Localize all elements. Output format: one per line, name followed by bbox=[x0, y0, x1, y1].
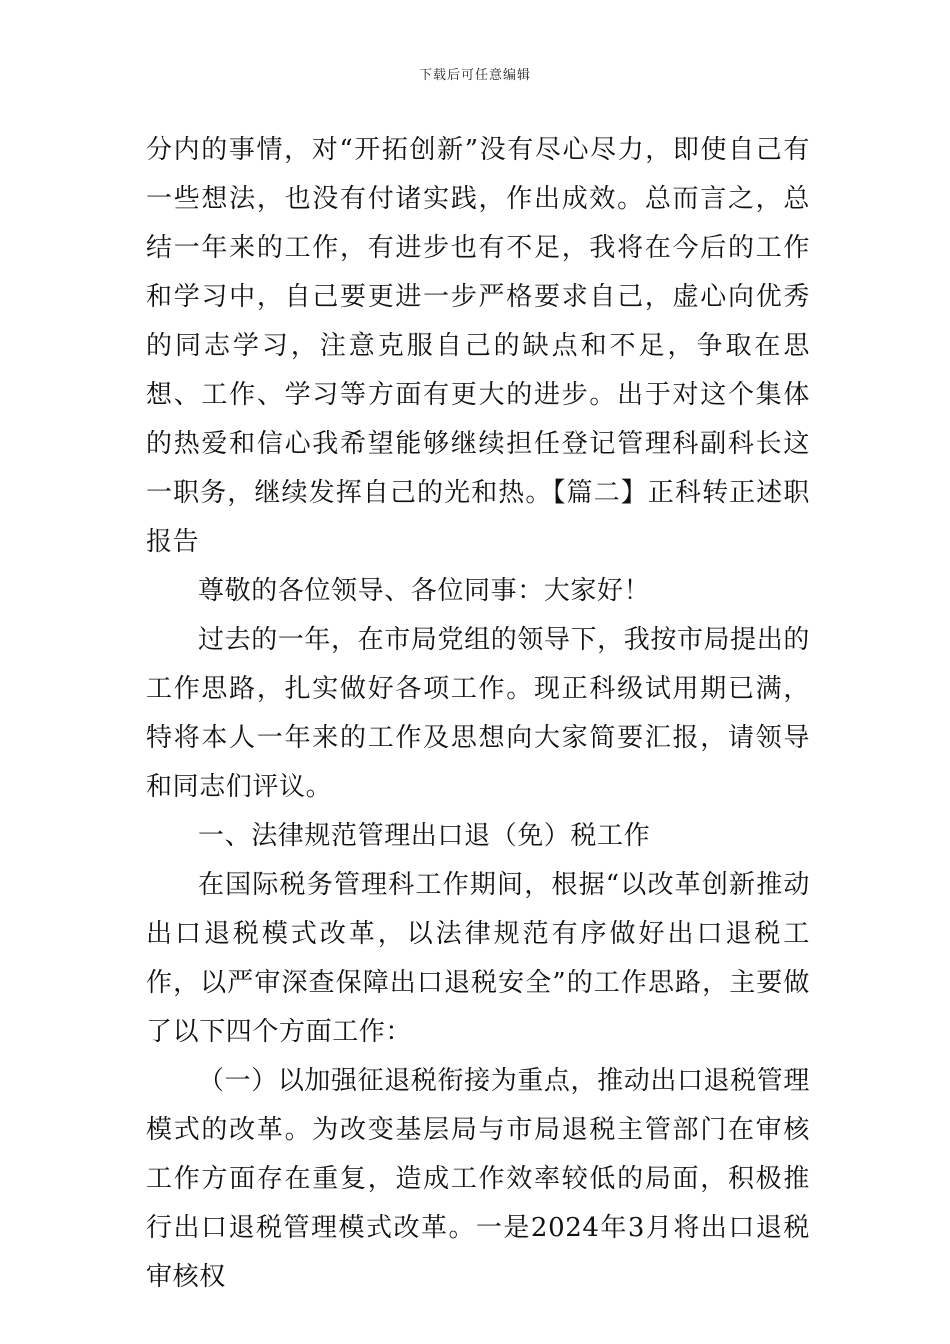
header-note: 下载后可任意编辑 bbox=[418, 68, 531, 83]
paragraph-continuation: 分内的事情，对“开拓创新”没有尽心尽力，即使自己有一些想法，也没有付诸实践，作出成效。总而言之，总结一年来的工作，有进步也有不足，我将在今后的工作和学习中，自己要更进一步严格要求自己，虚心向优秀的同志学习，注意克服自己的缺点和不足，争取在思想、工作、学习等方面有更大的进步。出于对这个集体的热爱和信心我希望能够继续担任登记管理科副科长这一职务，继续发挥自己的光和热。【篇二】正科转正述职报告 bbox=[146, 135, 810, 557]
document-body bbox=[146, 126, 810, 1302]
paragraph-intro: 过去的一年，在市局党组的领导下，我按市局提出的工作思路，扎实做好各项工作。现正科级试用期已满，特将本人一年来的工作及思想向大家简要汇报，请领导和同志们评议。 bbox=[146, 625, 810, 802]
paragraph-greeting: 尊敬的各位领导、各位同事：大家好！ bbox=[198, 576, 651, 606]
paragraph-section-1: 在国际税务管理科工作期间，根据“以改革创新推动出口退税模式改革，以法律规范有序做好出口退税工作，以严审深查保障出口退税安全”的工作思路，主要做了以下四个方面工作： bbox=[146, 870, 810, 1047]
section-heading-1: 一、法律规范管理出口退（免）税工作 bbox=[198, 821, 651, 851]
paragraph-subsection-1: （一）以加强征退税衔接为重点，推动出口退税管理模式的改革。为改变基层局与市局退税主管部门在审核工作方面存在重复，造成工作效率较低的局面，积极推行出口退税管理模式改革。一是2024年3月将出口退税审核权 bbox=[146, 1066, 810, 1292]
